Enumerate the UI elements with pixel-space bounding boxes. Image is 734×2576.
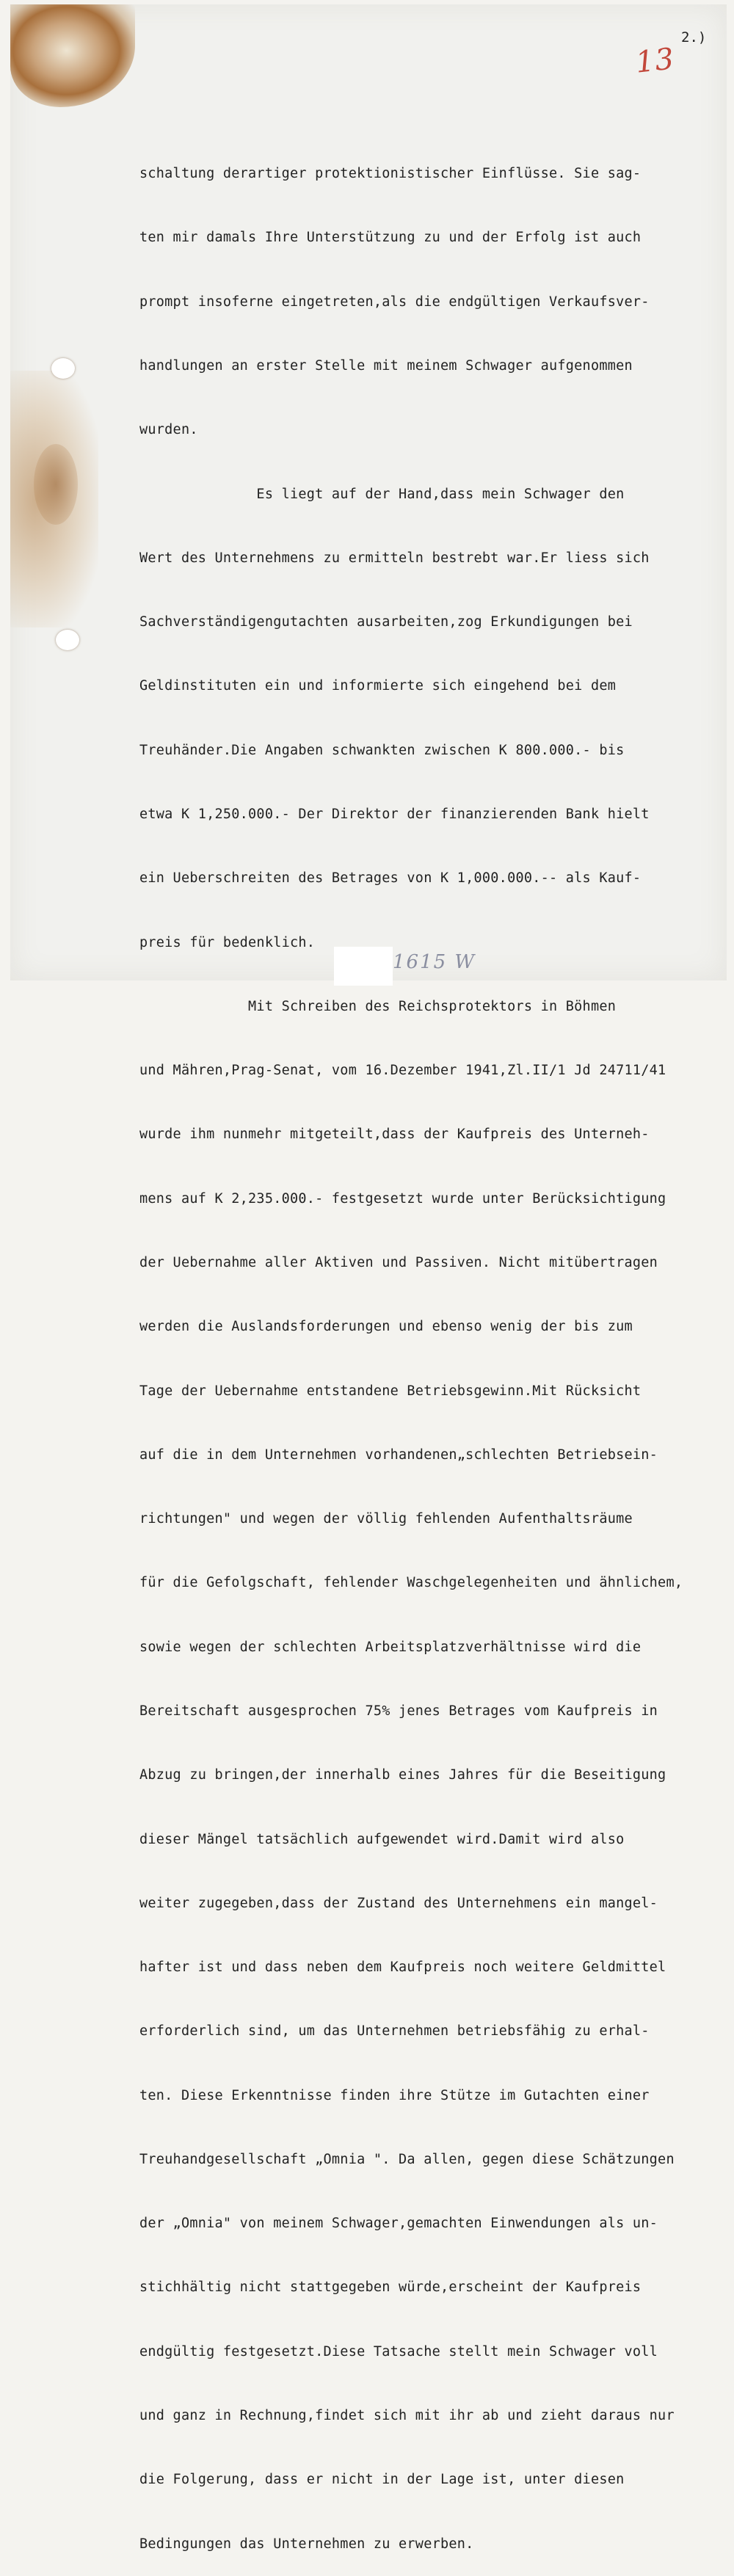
text-line: schaltung derartiger protektionistischer Einflüsse. Sie sag-	[139, 166, 642, 182]
text-line: etwa K 1,250.000.- Der Direktor der finanzierenden Bank hielt	[139, 807, 650, 822]
stain-blob	[34, 444, 78, 525]
text-line: weiter zugegeben,dass der Zustand des Unternehmens ein mangel-	[139, 1895, 658, 1911]
pencil-note: 1615 W	[393, 951, 476, 973]
text-line: dieser Mängel tatsächlich aufgewendet wird.Damit wird also	[139, 1831, 625, 1847]
punch-hole-upper	[51, 358, 75, 379]
text-line: der Uebernahme aller Aktiven und Passiven. Nicht mitübertragen	[139, 1254, 658, 1270]
text-line: ten. Diese Erkenntnisse finden ihre Stütze im Gutachten einer	[139, 2087, 650, 2103]
text-line: Wert des Unternehmens zu ermitteln bestrebt war.Er liess sich	[139, 550, 650, 566]
text-line: mens auf K 2,235.000.- festgesetzt wurde unter Berücksichtigung	[139, 1190, 666, 1207]
text-line: und ganz in Rechnung,findet sich mit ihr ab und zieht daraus nur	[139, 2408, 675, 2424]
text-line: ein Ueberschreiten des Betrages von K 1,000.000.-- als Kauf-	[139, 870, 642, 887]
text-line: werden die Auslandsforderungen und ebenso wenig der bis zum	[139, 1319, 633, 1335]
text-line: prompt insoferne eingetreten,als die endgültigen Verkaufsver-	[139, 294, 650, 310]
folio-annotation: 13	[633, 42, 677, 80]
text-line: sowie wegen der schlechten Arbeitsplatzverhältnisse wird die	[139, 1639, 642, 1655]
text-line: Abzug zu bringen,der innerhalb eines Jahres für die Beseitigung	[139, 1767, 666, 1783]
text-line: hafter ist und dass neben dem Kaufpreis noch weitere Geldmittel	[139, 1960, 666, 1976]
page-number: 2.)	[681, 29, 707, 46]
punch-hole-lower	[56, 630, 79, 650]
text-line: Es liegt auf der Hand,dass mein Schwager den	[139, 486, 625, 502]
typed-letter-body	[139, 120, 719, 2576]
text-line: Mit Schreiben des Reichsprotektors in Böhmen	[139, 998, 617, 1014]
text-line: Bedingungen das Unternehmen zu erwerben.	[139, 2536, 474, 2552]
text-line: ten mir damals Ihre Unterstützung zu und der Erfolg ist auch	[139, 230, 642, 246]
text-line: erforderlich sind, um das Unternehmen betriebsfähig zu erhal-	[139, 2023, 650, 2040]
text-line: wurde ihm nunmehr mitgeteilt,dass der Kaufpreis des Unterneh-	[139, 1127, 650, 1143]
text-line: Bereitschaft ausgesprochen 75% jenes Betrages vom Kaufpreis in	[139, 1703, 658, 1719]
text-line: auf die in dem Unternehmen vorhandenen„schlechten Betriebsein-	[139, 1447, 658, 1463]
text-line: Treuhänder.Die Angaben schwankten zwischen K 800.000.- bis	[139, 742, 625, 758]
text-line: handlungen an erster Stelle mit meinem Schwager aufgenommen	[139, 358, 633, 374]
torn-edge	[334, 947, 393, 986]
text-line: Geldinstituten ein und informierte sich eingehend bei dem	[139, 678, 617, 694]
text-line: und Mähren,Prag-Senat, vom 16.Dezember 1941,Zl.II/1 Jd 24711/41	[139, 1063, 666, 1079]
text-line: die Folgerung, dass er nicht in der Lage ist, unter diesen	[139, 2472, 625, 2488]
text-line: stichhältig nicht stattgegeben würde,erscheint der Kaufpreis	[139, 2280, 642, 2296]
text-line: Sachverständigengutachten ausarbeiten,zog Erkundigungen bei	[139, 614, 633, 630]
text-line: für die Gefolgschaft, fehlender Waschgelegenheiten und ähnlichem,	[139, 1575, 683, 1591]
text-line: wurden.	[139, 422, 198, 438]
text-line: Treuhandgesellschaft „Omnia ". Da allen, gegen diese Schätzungen	[139, 2151, 675, 2167]
text-line: der „Omnia" von meinem Schwager,gemachten Einwendungen als un-	[139, 2216, 658, 2232]
text-line: preis für bedenklich.	[139, 934, 316, 950]
text-line: Tage der Uebernahme entstandene Betriebsgewinn.Mit Rücksicht	[139, 1383, 642, 1399]
text-line: richtungen" und wegen der völlig fehlenden Aufenthaltsräume	[139, 1511, 633, 1527]
text-line: endgültig festgesetzt.Diese Tatsache stellt mein Schwager voll	[139, 2343, 658, 2359]
